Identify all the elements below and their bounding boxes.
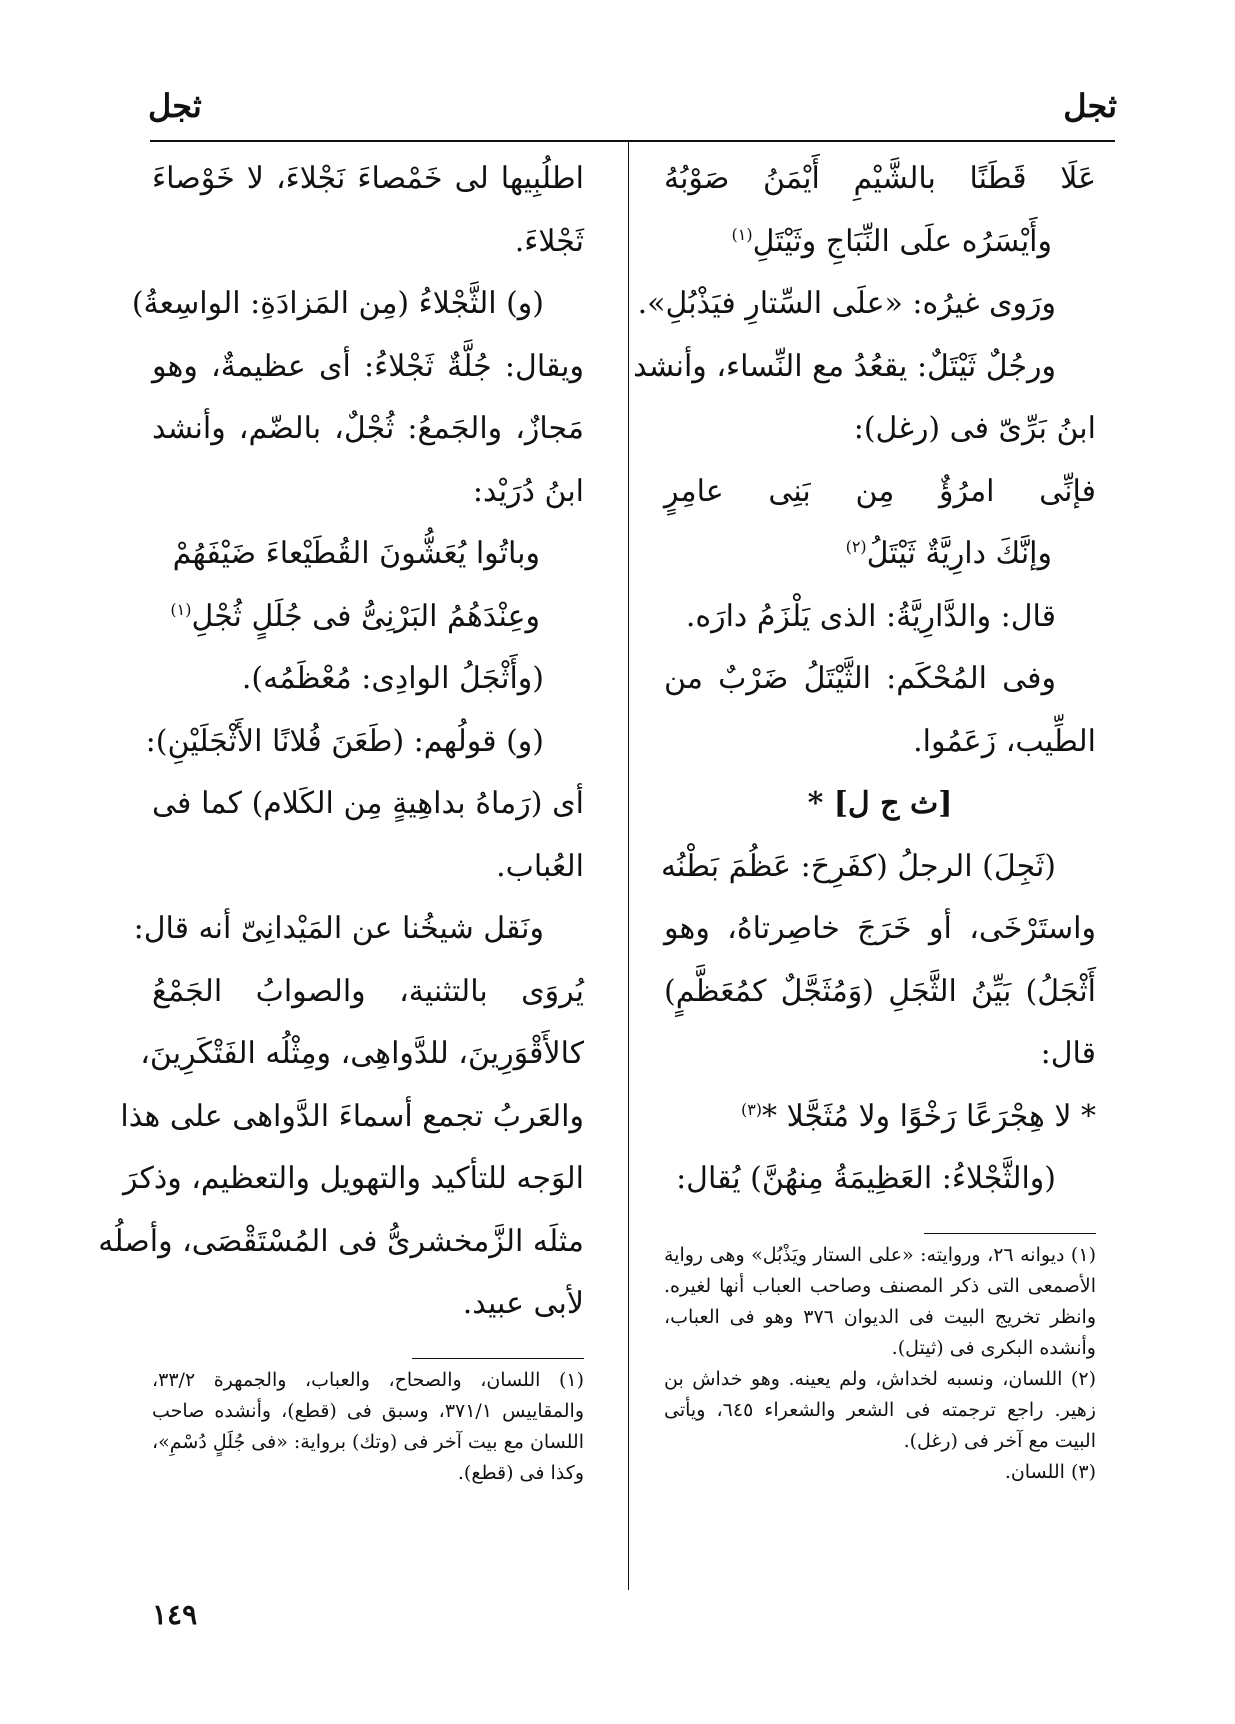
text-line: يُروَى بالتثنية، والصوابُ الجَمْعُ xyxy=(152,973,584,1009)
verse-line: وباتُوا يُعَشُّونَ القُطَيْعاءَ ضَيْفَهُمْ xyxy=(172,536,540,571)
header-rule xyxy=(150,140,1115,142)
footnote-rule xyxy=(924,1233,1096,1234)
text-line: أَثْجَلُ) بَيِّنُ الثَّجَلِ (وَمُثَجَّلٌ كمُعَظَّمٍ) xyxy=(664,973,1096,1009)
text-line: مَجازٌ، والجَمعُ: ثُجْلٌ، بالضّم، وأنشد xyxy=(152,411,584,446)
text-line: (ثَجِلَ) الرجلُ (كفَرِحَ: عَظُمَ بَطْنُه xyxy=(660,848,1056,884)
footnote-marker: (٢) xyxy=(845,537,867,556)
text-line: قال: والدَّارِيَّةُ: الذى يَلْزَمُ دارَه. xyxy=(685,598,1056,634)
footnotes xyxy=(152,1365,584,1489)
text-line: والعَربُ تجمع أسماءَ الدَّواهى على هذا xyxy=(120,1098,584,1134)
text-line: كالأَقْوَرِينَ، للدَّواهِى، ومِثْلُه الفَتْكَرِينَ، xyxy=(140,1036,584,1071)
text-line: لأبى عبيد. xyxy=(462,1286,584,1321)
column-divider xyxy=(628,140,629,1590)
text-line: ابنُ بَرِّىّ فى (رغل): xyxy=(853,411,1096,446)
text-line: (و) قولُهم: (طَعَنَ فُلانًا الأَثْجَلَيْنِ): xyxy=(145,723,544,759)
text-line: مثلَه الزَّمخشرىُّ فى المُسْتَقْصَى، وأصلُه xyxy=(98,1223,584,1259)
right-column xyxy=(633,148,1096,1488)
verse-line xyxy=(664,523,1096,586)
verse-text: وإنَّكَ دارِيَّةٌ ثَيْتَلُ xyxy=(866,536,1052,571)
text-line: (والثَّجْلاءُ: العَظِيمَةُ مِنهُنَّ) يُقال: xyxy=(676,1161,1056,1196)
footnote-marker: (١) xyxy=(731,224,753,244)
text-line: ونَقل شيخُنا عن المَيْدانِىّ أنه قال: xyxy=(133,911,544,946)
footnotes xyxy=(664,1240,1096,1488)
text-line: أى (رَماهُ بداهِيةٍ مِن الكَلام) كما فى xyxy=(152,786,584,821)
footnote: (١) ديوانه ٢٦، وروايته: «على الستار ويَذْبُل» وهى رواية الأصمعى التى ذكر المصنف وصاحب العباب أنها لغيره. وانظر تخريج البيت فى الديوان ٣٧٦ وهو فى العباب، وأنشده البكرى فى (ثيتل). xyxy=(664,1243,1096,1359)
footnote-marker: (٣) xyxy=(740,1099,763,1119)
text-line: ويقال: جُلَّةٌ ثَجْلاءُ: أى عظيمةٌ، وهو xyxy=(152,348,584,384)
text-line: ورَوى غيرُه: «علَى السِّتارِ فيَذْبُلِ». xyxy=(637,286,1056,321)
running-header-right: ثجل xyxy=(1063,87,1117,125)
footnote: (٢) اللسان، ونسبه لخداش، ولم يعينه. وهو خداش بن زهير. راجع ترجمته فى الشعر والشعراء ٦٤٥، ويأتى البيت مع آخر فى (رغل). xyxy=(664,1367,1096,1452)
left-column xyxy=(98,148,584,1489)
running-header-left: ثجل xyxy=(148,87,202,125)
text-line: اطلُبِيها لى خَمْصاءَ نَجْلاءَ، لا خَوْصاءَ xyxy=(152,161,584,196)
text-line: العُباب. xyxy=(496,848,584,884)
footnote-marker: (١) xyxy=(170,599,192,619)
text-line: وفى المُحْكَم: الثَّيْتَلُ ضَرْبٌ من xyxy=(664,661,1056,696)
verse-text: * لا هِجْرَعًا رَخْوًا ولا مُثَجَّلا * xyxy=(762,1098,1096,1134)
text-line: ورجُلٌ ثَيْتَلٌ: يقعُدُ مع النِّساء، وأنشد xyxy=(633,348,1056,384)
text-line: واستَرْخَى، أو خَرَجَ خاصِرتاهُ، وهو xyxy=(664,911,1096,946)
text-line: (و) الثَّجْلاءُ (مِن المَزادَةِ: الواسِعةُ) xyxy=(131,286,544,321)
verse-text: وعِنْدَهُمُ البَرْنِىُّ فى جُلَلٍ ثُجْلِ xyxy=(191,598,540,634)
verse-line: عَلَا قَطَنًا بالشَّيْمِ أَيْمَنُ صَوْبُهُ xyxy=(664,161,1096,196)
footnote-rule xyxy=(412,1358,584,1359)
page-number: ١٤٩ xyxy=(152,1598,198,1631)
verse-line xyxy=(664,211,1096,274)
verse-line: فإنِّى امرُؤٌ مِن بَنِى عامِرٍ xyxy=(664,473,1096,509)
text-line: (وأَثْجَلُ الوادِى: مُعْظَمُه). xyxy=(241,661,544,696)
footnote: (٣) اللسان. xyxy=(1004,1460,1096,1483)
text-line: الطِّيب، زَعَمُوا. xyxy=(913,723,1096,759)
footnote: (١) اللسان، والصحاح، والعباب، والجمهرة ٣٣/٢، والمقاييس ٣٧١/١، وسبق فى (قطع)، وأنشده صاحب اللسان مع بيت آخر فى (وتك) برواية: «فى جُلَلٍ دُسْمِ»، وكذا فى (قطع). xyxy=(152,1368,584,1484)
verse-line xyxy=(664,1086,1096,1149)
entry-root-heading: [ث ج ل] * xyxy=(807,786,953,821)
verse-text: وأَيْسَرُه علَى النِّبَاجِ وثَيْتَلِ xyxy=(752,223,1052,259)
text-line: ثَجْلاءَ. xyxy=(514,223,584,259)
text-line: ابنُ دُرَيْد: xyxy=(472,473,584,509)
text-line: قال: xyxy=(1040,1036,1096,1071)
verse-line xyxy=(152,586,584,649)
text-line: الوَجه للتأكيد والتهويل والتعظيم، وذكرَ xyxy=(123,1161,584,1196)
